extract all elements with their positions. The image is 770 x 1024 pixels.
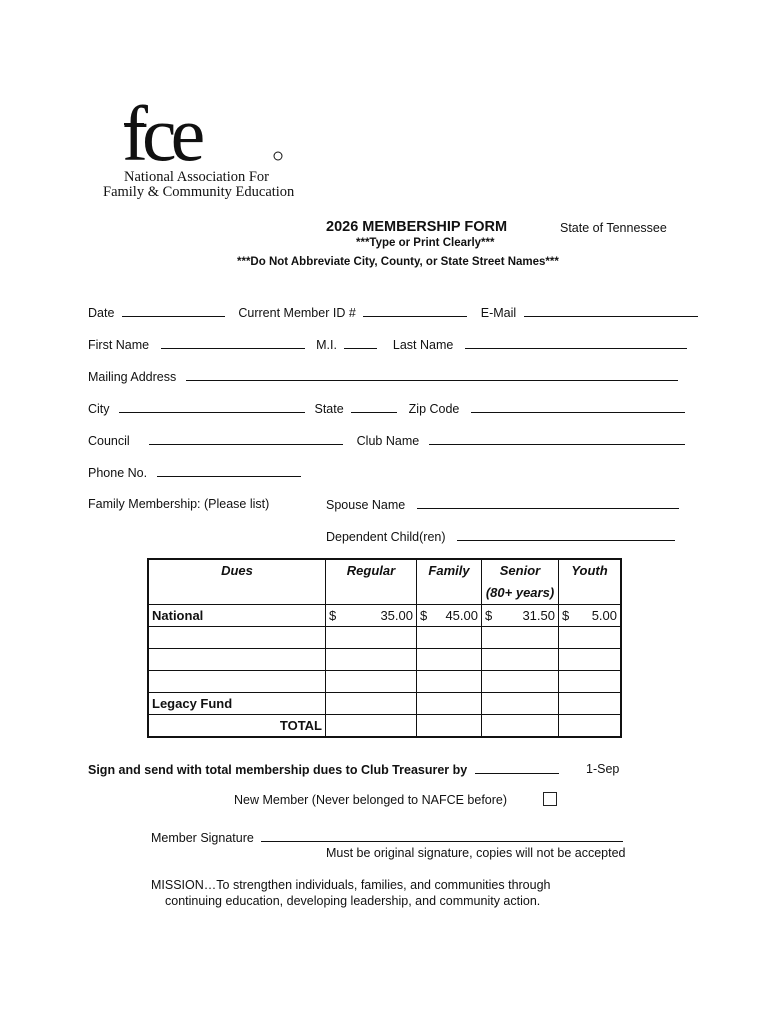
dues-table: [147, 558, 622, 738]
header-regular: Regular: [326, 559, 417, 605]
mi-label: M.I.: [316, 338, 337, 352]
cell-regular-national: [326, 605, 417, 627]
member-id-label: Current Member ID #: [238, 306, 356, 320]
dependents-row: [326, 529, 675, 544]
mailing-address-label: Mailing Address: [88, 370, 177, 384]
header-senior: [482, 559, 559, 605]
signature-field[interactable]: [261, 830, 623, 842]
logo-line1: National Association For: [124, 169, 269, 185]
header-senior-label: Senior: [499, 563, 541, 578]
spouse-name-field[interactable]: [417, 497, 679, 509]
treasurer-date-field[interactable]: [475, 762, 559, 774]
signature-label: Member Signature: [151, 831, 254, 845]
phone-row: [88, 465, 301, 480]
first-name-field[interactable]: [161, 337, 305, 349]
currency-sign: $: [420, 608, 428, 623]
date-label: Date: [88, 306, 115, 320]
member-id-field[interactable]: [363, 305, 467, 317]
spouse-row: [326, 497, 679, 512]
table-row[interactable]: [148, 627, 621, 649]
row-label-legacy: Legacy Fund: [148, 693, 326, 715]
email-field[interactable]: [524, 305, 698, 317]
cell-blank[interactable]: [482, 693, 559, 715]
first-name-label: First Name: [88, 338, 150, 352]
date-field[interactable]: [122, 305, 225, 317]
amount-regular: 35.00: [380, 608, 413, 623]
currency-sign: $: [562, 608, 570, 623]
cell-family-national: [417, 605, 482, 627]
table-row[interactable]: [148, 649, 621, 671]
print-note: ***Type or Print Clearly***: [356, 237, 495, 249]
club-name-field[interactable]: [429, 433, 685, 445]
city-field[interactable]: [119, 401, 305, 413]
last-name-label: Last Name: [392, 338, 454, 352]
table-row: [148, 693, 621, 715]
family-membership-label: Family Membership: (Please list): [88, 497, 270, 511]
cell-blank[interactable]: [559, 715, 622, 738]
mission-line-2: continuing education, developing leadership, and community action.: [165, 894, 541, 908]
dependents-field[interactable]: [457, 529, 675, 541]
logo-mark: fce: [122, 90, 200, 177]
cell-senior-national: [482, 605, 559, 627]
amount-youth: 5.00: [591, 608, 617, 623]
nafce-logo: [100, 88, 310, 203]
dues-header-row: [148, 559, 621, 605]
form-title: 2026 MEMBERSHIP FORM: [326, 219, 508, 235]
phone-field[interactable]: [157, 465, 301, 477]
abbrev-note: ***Do Not Abbreviate City, County, or State Street Names***: [237, 256, 559, 268]
email-label: E-Mail: [480, 306, 517, 320]
zip-field[interactable]: [471, 401, 685, 413]
name-row: [88, 337, 687, 352]
deadline: 1-Sep: [586, 762, 620, 776]
table-row[interactable]: [148, 671, 621, 693]
header-youth: Youth: [559, 559, 622, 605]
signature-row: [151, 830, 623, 845]
cell-youth-national: [559, 605, 622, 627]
mi-field[interactable]: [344, 337, 377, 349]
council-label: Council: [88, 434, 130, 448]
cell-blank[interactable]: [559, 693, 622, 715]
city-label: City: [88, 402, 110, 416]
cell-blank[interactable]: [482, 715, 559, 738]
date-row: [88, 305, 698, 320]
header-senior-sub: (80+ years): [485, 585, 555, 600]
table-row: [148, 605, 621, 627]
spouse-name-label: Spouse Name: [326, 498, 406, 512]
header-dues: Dues: [148, 559, 326, 605]
header-family: Family: [417, 559, 482, 605]
row-label-national: National: [148, 605, 326, 627]
cell-blank[interactable]: [417, 715, 482, 738]
state-field-label: State: [314, 402, 344, 416]
mailing-address-field[interactable]: [186, 369, 678, 381]
mission-line-1: MISSION…To strengthen individuals, families, and communities through: [151, 878, 551, 892]
club-name-label: Club Name: [356, 434, 420, 448]
address-row: [88, 369, 678, 384]
signature-note: Must be original signature, copies will not be accepted: [326, 846, 626, 860]
state-field[interactable]: [351, 401, 397, 413]
state-label: State of Tennessee: [560, 221, 667, 235]
dependents-label: Dependent Child(ren): [326, 530, 446, 544]
cell-blank[interactable]: [326, 693, 417, 715]
table-row: [148, 715, 621, 738]
new-member-label: New Member (Never belonged to NAFCE before): [234, 793, 508, 807]
phone-label: Phone No.: [88, 466, 148, 480]
send-instruction: Sign and send with total membership dues to Club Treasurer by: [88, 763, 468, 777]
council-row: [88, 433, 685, 448]
amount-senior: 31.50: [522, 608, 555, 623]
cell-blank[interactable]: [417, 693, 482, 715]
cell-blank[interactable]: [326, 715, 417, 738]
city-row: [88, 401, 685, 416]
currency-sign: $: [329, 608, 337, 623]
currency-sign: $: [485, 608, 493, 623]
new-member-checkbox[interactable]: [543, 792, 557, 806]
send-row: [88, 762, 559, 777]
zip-label: Zip Code: [408, 402, 460, 416]
council-field[interactable]: [149, 433, 343, 445]
amount-family: 45.00: [445, 608, 478, 623]
last-name-field[interactable]: [465, 337, 687, 349]
logo-line2: Family & Community Education: [103, 184, 295, 200]
row-label-total: TOTAL: [148, 715, 326, 738]
